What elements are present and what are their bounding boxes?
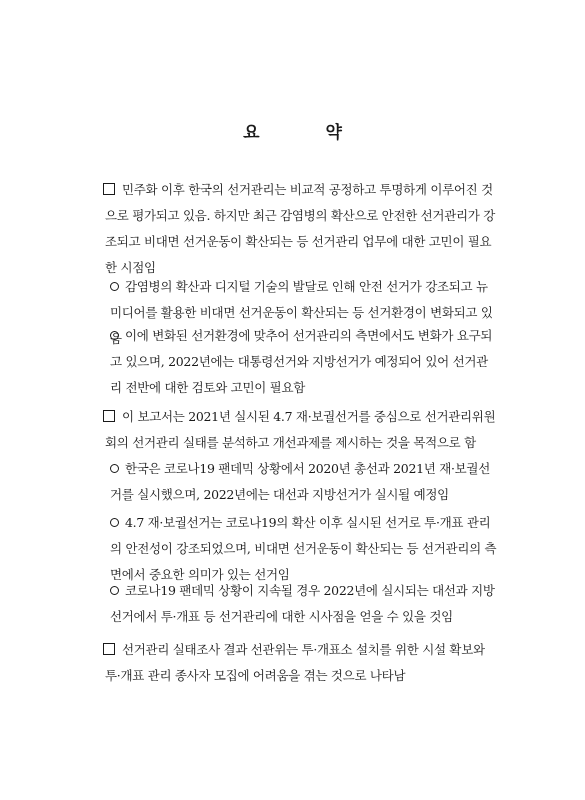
bullet-text: 민주화 이후 한국의 선거관리는 비교적 공정하고 투명하게 이루어진 것으로 평가되고 있음. 하지만 최근 감염병의 확산으로 안전한 선거관리가 강조되고 비대면 선거운동이 확산되는 등 선거관리 업무에 대한 고민이 필요한 시점임 — [105, 182, 495, 275]
summary-subbullet-2 — [110, 323, 498, 401]
bullet-text: 이 보고서는 2021년 실시된 4.7 재·보궐선거를 중심으로 선거관리위원회의 선거관리 실태를 분석하고 개선과제를 제시하는 것을 목적으로 함 — [105, 409, 496, 450]
summary-subbullet-3 — [110, 456, 498, 508]
square-bullet-icon — [103, 410, 115, 422]
page-title: 요 약 — [243, 123, 372, 143]
bullet-text: 감염병의 확산과 디지털 기술의 발달로 인해 안전 선거가 강조되고 뉴미디어를 활용한 비대면 선거운동이 확산되는 등 선거환경이 변화되고 있음 — [110, 279, 493, 346]
circle-bullet-icon — [110, 586, 119, 595]
circle-bullet-icon — [110, 282, 119, 291]
bullet-text: 한국은 코로나19 팬데믹 상황에서 2020년 총선과 2021년 재·보궐선거를 실시했으며, 2022년에는 대선과 지방선거가 실시될 예정임 — [110, 461, 490, 502]
circle-bullet-icon — [110, 464, 119, 473]
square-bullet-icon — [103, 643, 115, 655]
summary-subbullet-4 — [110, 510, 498, 588]
circle-bullet-icon — [110, 518, 119, 527]
summary-bullet-1 — [105, 177, 498, 281]
summary-bullet-2 — [105, 404, 498, 456]
summary-subbullet-5 — [110, 578, 498, 630]
square-bullet-icon — [103, 183, 115, 195]
bullet-text: 4.7 재·보궐선거는 코로나19의 확산 이후 실시된 선거로 투·개표 관리의 안전성이 강조되었으며, 비대면 선거운동이 확산되는 등 선거관리의 측면에서 중요한 의미가 있는 선거임 — [110, 515, 497, 582]
circle-bullet-icon — [110, 331, 119, 340]
bullet-text: 이에 변화된 선거환경에 맞추어 선거관리의 측면에서도 변화가 요구되고 있으며, 2022년에는 대통령선거와 지방선거가 예정되어 있어 선거관리 전반에 대한 검토와 고민이 필요함 — [110, 328, 493, 395]
bullet-text: 선거관리 실태조사 결과 선관위는 투·개표소 설치를 위한 시설 확보와 투·개표 관리 종사자 모집에 어려움을 겪는 것으로 나타남 — [105, 642, 485, 683]
summary-bullet-3 — [105, 637, 498, 689]
bullet-text: 코로나19 팬데믹 상황이 지속될 경우 2022년에 실시되는 대선과 지방선거에서 투·개표 등 선거관리에 대한 시사점을 얻을 수 있을 것임 — [110, 583, 495, 624]
